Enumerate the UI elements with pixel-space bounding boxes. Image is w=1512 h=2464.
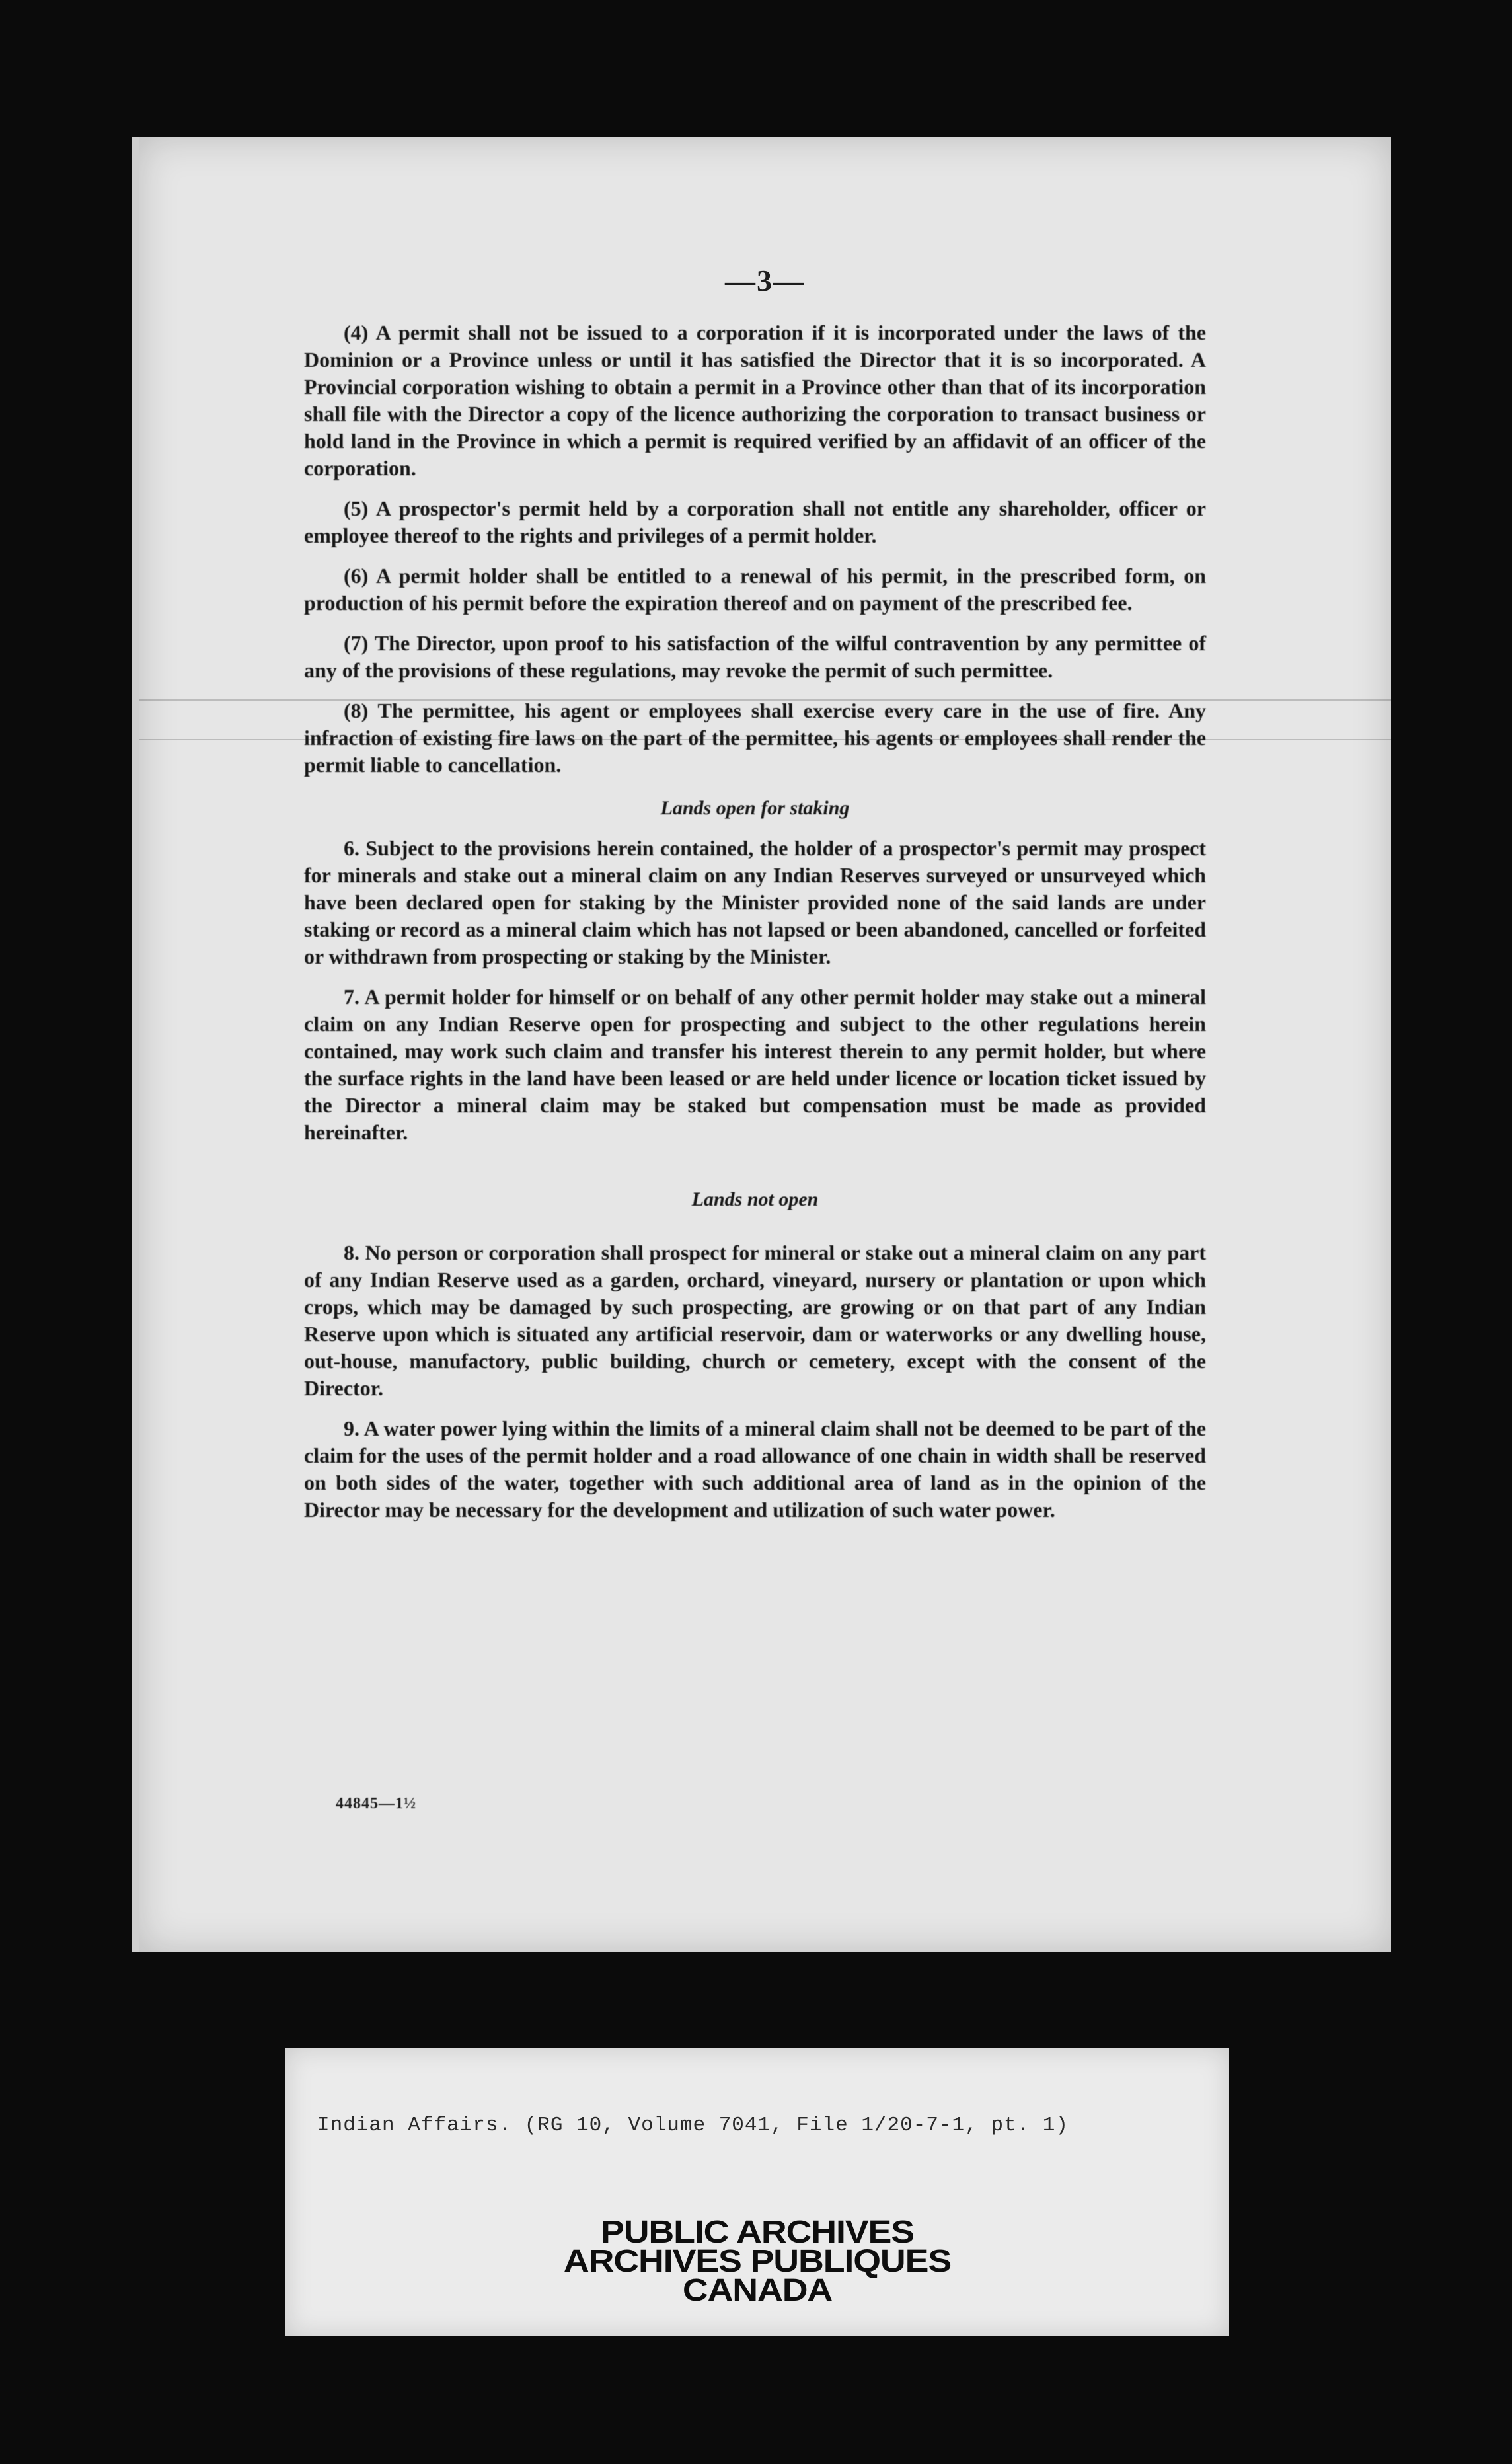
section-6: 6. Subject to the provisions herein contained, the holder of a prospector's permit may prospect for minerals and stake out a mineral claim on any Indian Reserves surveyed or unsurveyed which have been declared open for staking by the Minister provided none of the said lands are under staking or record as a mineral claim which has not lapsed or been abandoned, cancelled or forfeited or withdrawn from prospecting or staking by the Minister.	[304, 836, 1206, 968]
stamp-line-archives-publiques: ARCHIVES PUBLIQUES	[563, 2244, 952, 2279]
paragraph-6: (6) A permit holder shall be entitled to a renewal of his permit, in the prescribed form, on production of his permit before the expiration thereof and on payment of the prescribed fee.	[304, 564, 1206, 615]
archive-reference: Indian Affairs. (RG 10, Volume 7041, File 1/20-7-1, pt. 1)	[317, 2114, 1069, 2137]
stamp-line-canada: CANADA	[682, 2273, 833, 2308]
paragraph-5: (5) A prospector's permit held by a corporation shall not entitle any shareholder, officer or employee thereof to the rights and privileges of a permit holder.	[304, 496, 1206, 547]
section-heading-lands-not-open: Lands not open	[691, 1188, 819, 1210]
archive-stamp	[285, 2215, 1229, 2308]
section-9: 9. A water power lying within the limits of a mineral claim shall not be deemed to be part of the claim for the uses of the permit holder and a road allowance of one chain in width shall be reserved on both sides of the water, together with such additional area of land as in the opinion of the Director may be necessary for the development and utilization of such water power.	[304, 1416, 1206, 1521]
paragraph-7: (7) The Director, upon proof to his satisfaction of the wilful contravention by any permittee of any of the provisions of these regulations, may revoke the permit of such permittee.	[304, 631, 1206, 682]
section-8: 8. No person or corporation shall prospect for mineral or stake out a mineral claim on any part of any Indian Reserve used as a garden, orchard, vineyard, nursery or plantation or upon which crops, which may be damaged by such prospecting, are growing or on that part of any Indian Reserve upon which is situated any artificial reservoir, dam or waterworks or any dwelling house, out-house, manufactory, public building, church or cemetery, except with the consent of the Director.	[304, 1241, 1206, 1400]
paragraph-8: (8) The permittee, his agent or employees shall exercise every care in the use of fire. Any infraction of existing fire laws on the part of the permittee, his agents or employees shall render the permit liable to cancellation.	[304, 699, 1206, 777]
section-7: 7. A permit holder for himself or on behalf of any other permit holder may stake out a mineral claim on any Indian Reserve open for prospecting and subject to the other regulations herein contained, may work such claim and transfer his interest therein to any permit holder, but where the surface rights in the land have been leased or are held under licence or location ticket issued by the Director a mineral claim may be staked but compensation must be made as provided hereinafter.	[304, 985, 1206, 1144]
document-body	[304, 319, 1206, 1537]
printer-footnote: 44845—1½	[336, 1795, 416, 1812]
paragraph-4: (4) A permit shall not be issued to a corporation if it is incorporated under the laws of the Dominion or a Province unless or until it has satisfied the Director that it is so incorporated. A Provincial corporation wishing to obtain a permit in a Province other than that of its incorporation shall file with the Director a copy of the licence authorizing the corporation to transact business or hold land in the Province in which a permit is required verified by an affidavit of an officer of the corporation.	[304, 321, 1206, 480]
scanned-document-page	[132, 137, 1391, 1952]
section-heading-lands-open: Lands open for staking	[660, 797, 850, 819]
stamp-line-public-archives: PUBLIC ARCHIVES	[600, 2215, 915, 2250]
page-number: —3—	[725, 264, 805, 297]
archive-label	[285, 2048, 1229, 2336]
